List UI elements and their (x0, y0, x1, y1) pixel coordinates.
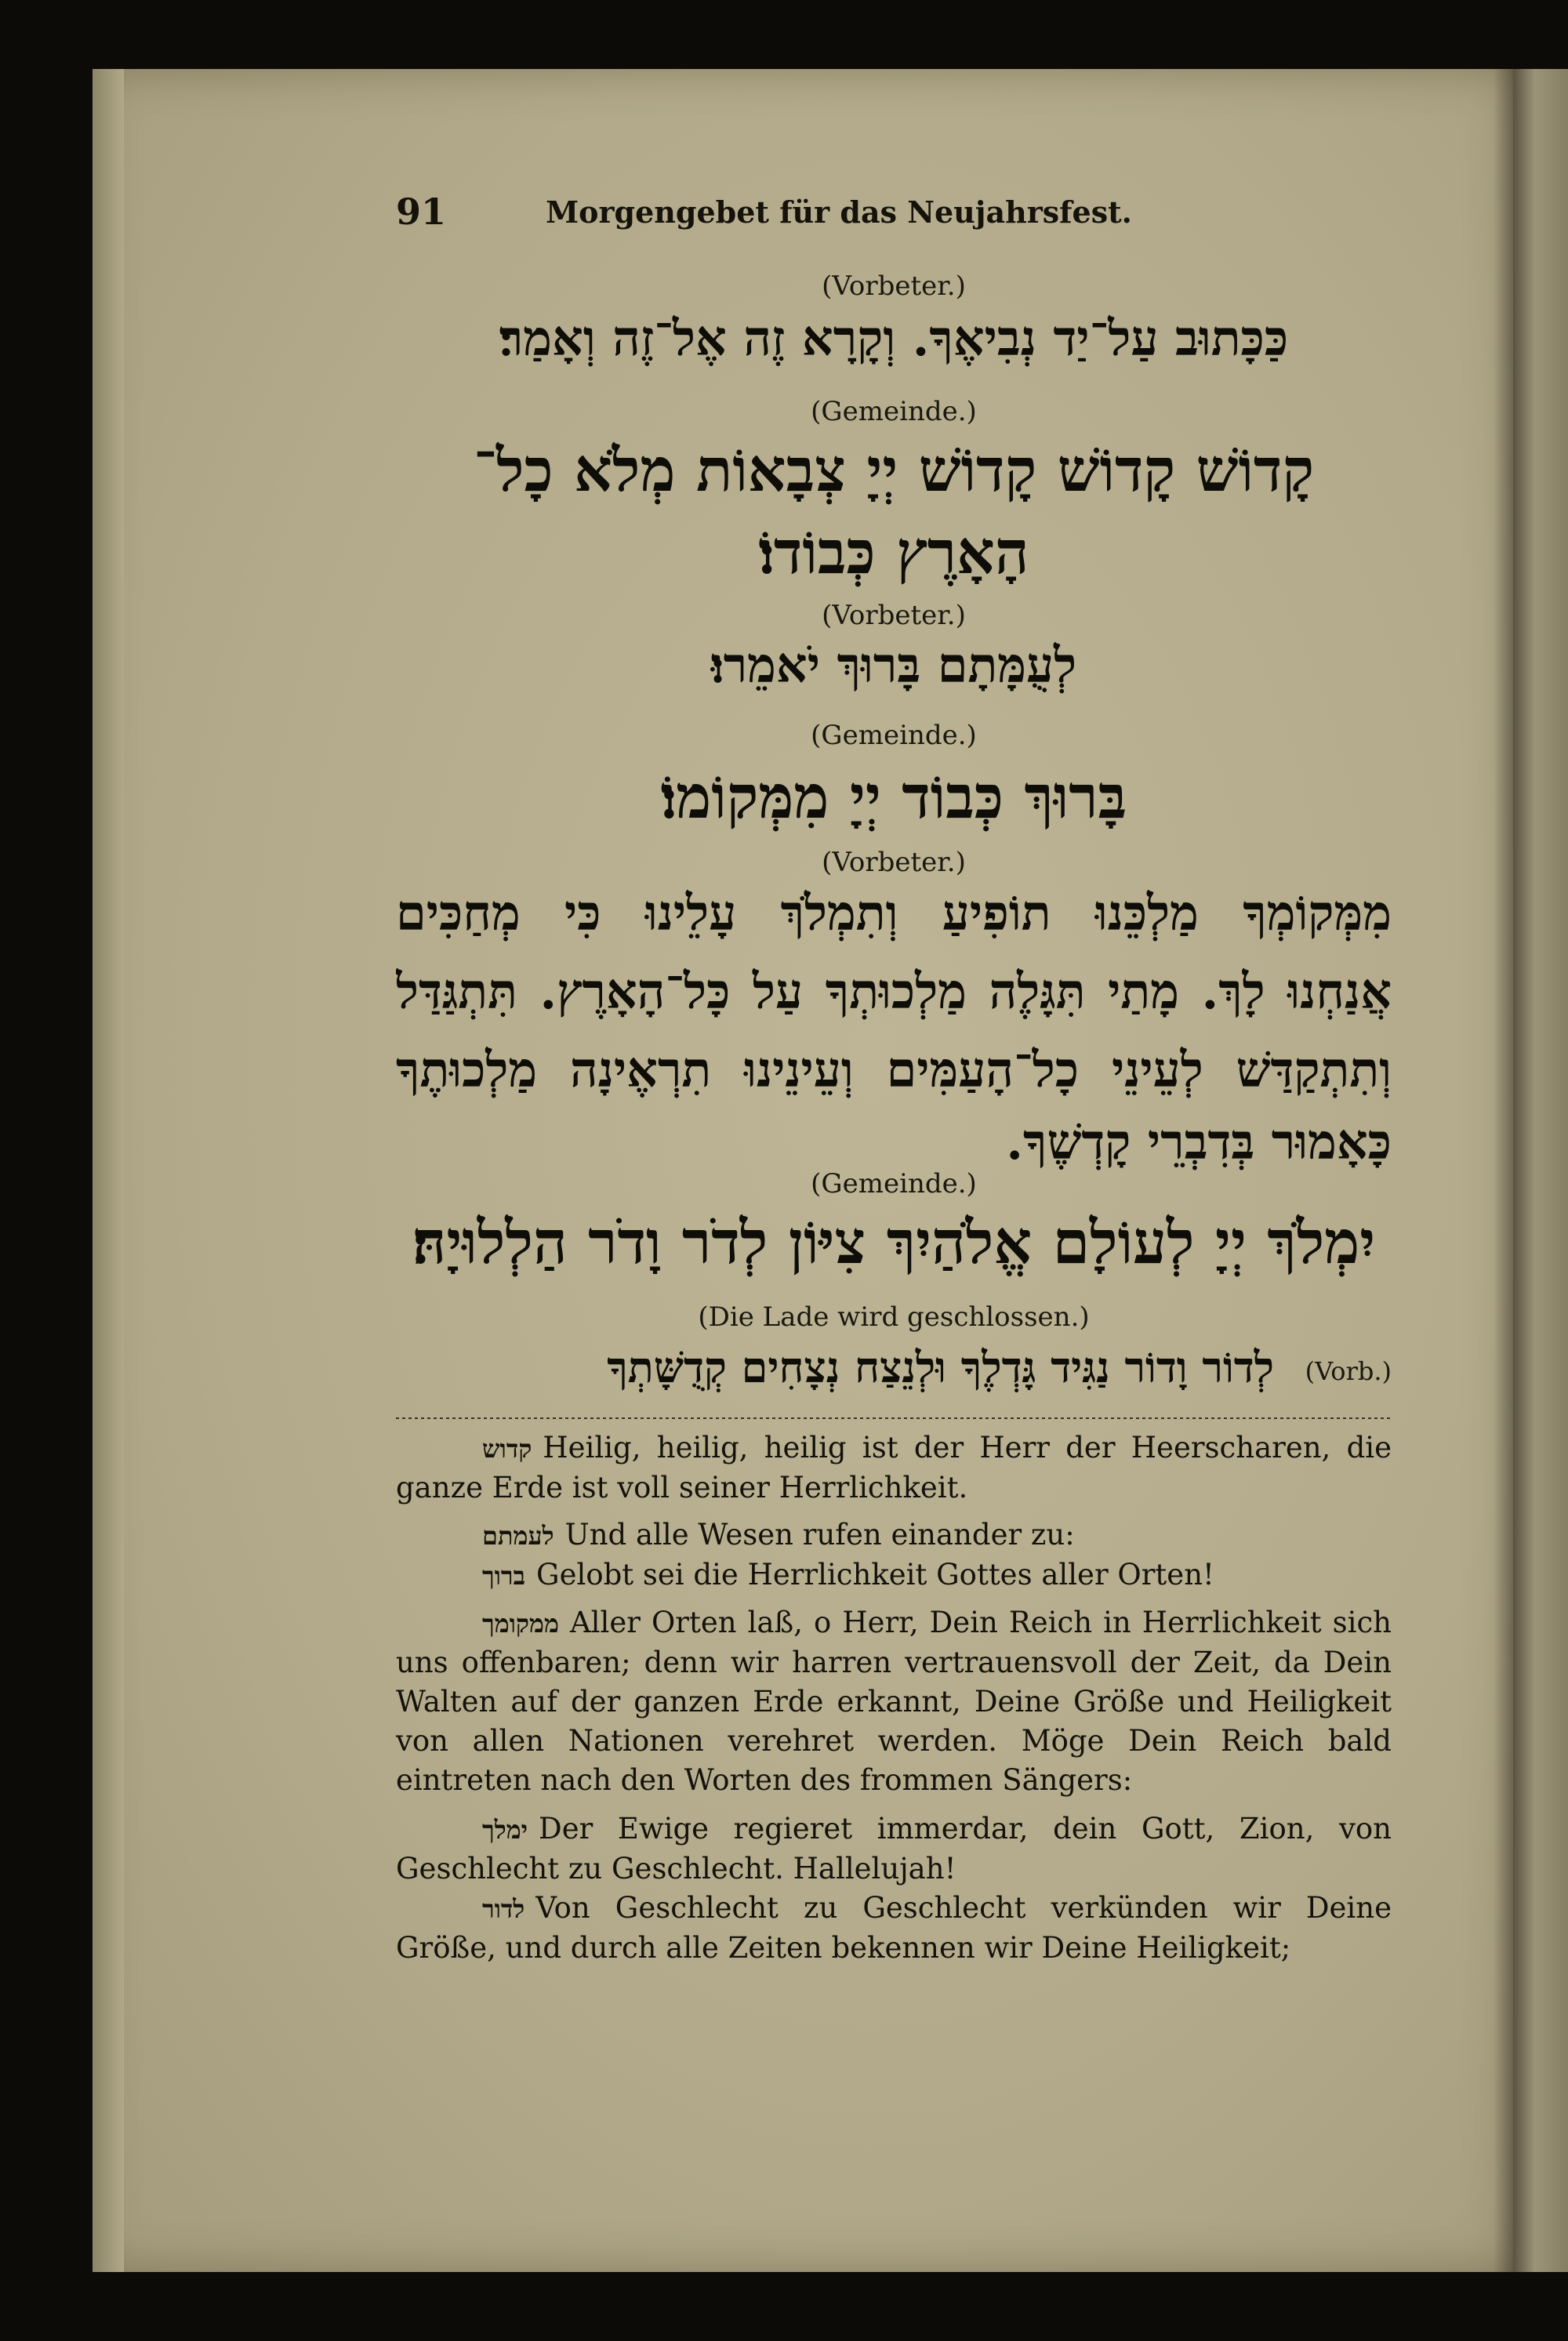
speaker-label: (Vorbeter.) (822, 270, 966, 302)
translation-paragraph (396, 1515, 1392, 1555)
speaker-label: (Gemeinde.) (811, 1168, 977, 1200)
hebrew-line: מִמְּקוֹמְךָ מַלְכֵּנוּ תוֹפִיעַ וְתִמְלֹךְ עָלֵינוּ כִּי מְחַכִּים (396, 884, 1392, 942)
paragraph-text: Der Ewige regieret immerdar, dein Gott, Zion, von Geschlecht zu Geschlecht. Hallelujah! (396, 1812, 1392, 1886)
paragraph-text: Heilig, heilig, heilig ist der Herr der Heerscharen, die ganze Erde ist voll seiner Herrlichkeit. (396, 1431, 1392, 1504)
hebrew-reference: לדור (482, 1894, 525, 1924)
hebrew-line: אֲנַחְנוּ לָךְ. מָתַי תִּגָּלֶה מַלְכוּתְךָ עַל כָּל־הָאָרֶץ. תִּתְגַּדַּל (396, 963, 1392, 1020)
hebrew-line: קָדוֹשׁ קָדוֹשׁ קָדוֹשׁ יְיָ צְבָאוֹת מְלֹא כָל־ (473, 435, 1315, 505)
section-divider (396, 1417, 1392, 1419)
hebrew-line: כַּכָּתוּב עַל־יַד נְבִיאֶךָ. וְקָרָא זֶה אֶל־זֶה וְאָמַר׃ (499, 310, 1289, 367)
page-number: 91 (396, 191, 447, 233)
hebrew-reference: ימלך (482, 1815, 528, 1845)
running-header: Morgengebet für das Neujahrsfest. (546, 194, 1132, 230)
paragraph-text: Und alle Wesen rufen einander zu: (564, 1518, 1075, 1552)
paragraph-text: Von Geschlecht zu Geschlecht verkünden wir Deine Größe, und durch alle Zeiten bekennen wir Deine Heiligkeit; (396, 1891, 1392, 1965)
translation-paragraph (396, 1555, 1392, 1595)
hebrew-line: לְדוֹר וָדוֹר נַגִּיד גָּדְלֶךָ וּלְנֵצַח נְצָחִים קְדֻשָּׁתְךָ (607, 1342, 1274, 1392)
german-translation (396, 1428, 1392, 1968)
hebrew-reference: ברוך (482, 1561, 526, 1591)
speaker-label: (Gemeinde.) (811, 720, 977, 751)
hebrew-line: לְעֻמָּתָם בָּרוּךְ יֹאמֵרוּ׃ (710, 637, 1077, 694)
translation-paragraph (396, 1428, 1392, 1508)
hebrew-line: בָּרוּךְ כְּבוֹד יְיָ מִמְּקוֹמוֹ׃ (660, 762, 1127, 832)
speaker-label: (Vorbeter.) (822, 600, 966, 631)
hebrew-reference: ממקומך (482, 1609, 559, 1639)
hebrew-line: כָּאָמוּר בְּדִבְרֵי קָדְשֶׁךָ. (1006, 1113, 1392, 1170)
hebrew-line: וְתִתְקַדַּשׁ לְעֵינֵי כָל־הָעַמִּים וְעֵינֵינוּ תִרְאֶינָה מַלְכוּתֶךָ (396, 1041, 1392, 1098)
hebrew-line-with-tag (396, 1342, 1392, 1397)
page-gutter (93, 69, 124, 2272)
translation-paragraph (396, 1603, 1392, 1800)
paragraph-text: Aller Orten laß, o Herr, Dein Reich in Herrlichkeit sich uns offenbaren; denn wir harren vertrauensvoll der Zeit, da Dein Walten auf der ganzen Erde erkannt, Deine Größe und Heiligkeit von allen Nationen verehret werden. Möge Dein Reich bald eintreten nach den Worten des frommen Sängers: (396, 1606, 1392, 1797)
hebrew-reference: לעמתם (482, 1521, 554, 1551)
speaker-label: (Gemeinde.) (811, 396, 977, 427)
stage-direction: (Die Lade wird geschlossen.) (698, 1301, 1090, 1333)
translation-paragraph (396, 1889, 1392, 1968)
hebrew-line: יִמְלֹךְ יְיָ לְעוֹלָם אֱלֹהַיִךְ צִיּוֹן לְדֹר וָדֹר הַלְלוּיָהּ׃ (412, 1207, 1376, 1277)
speaker-tag: (Vorb.) (1305, 1356, 1392, 1386)
paragraph-text: Gelobt sei die Herrlichkeit Gottes aller Orten! (536, 1558, 1214, 1592)
hebrew-reference: קדוש (482, 1434, 532, 1464)
speaker-label: (Vorbeter.) (822, 847, 966, 878)
hebrew-line: הָאָרֶץ כְּבוֹדוֹ׃ (758, 517, 1029, 587)
translation-paragraph (396, 1809, 1392, 1889)
facing-page-edge (1513, 69, 1568, 2272)
